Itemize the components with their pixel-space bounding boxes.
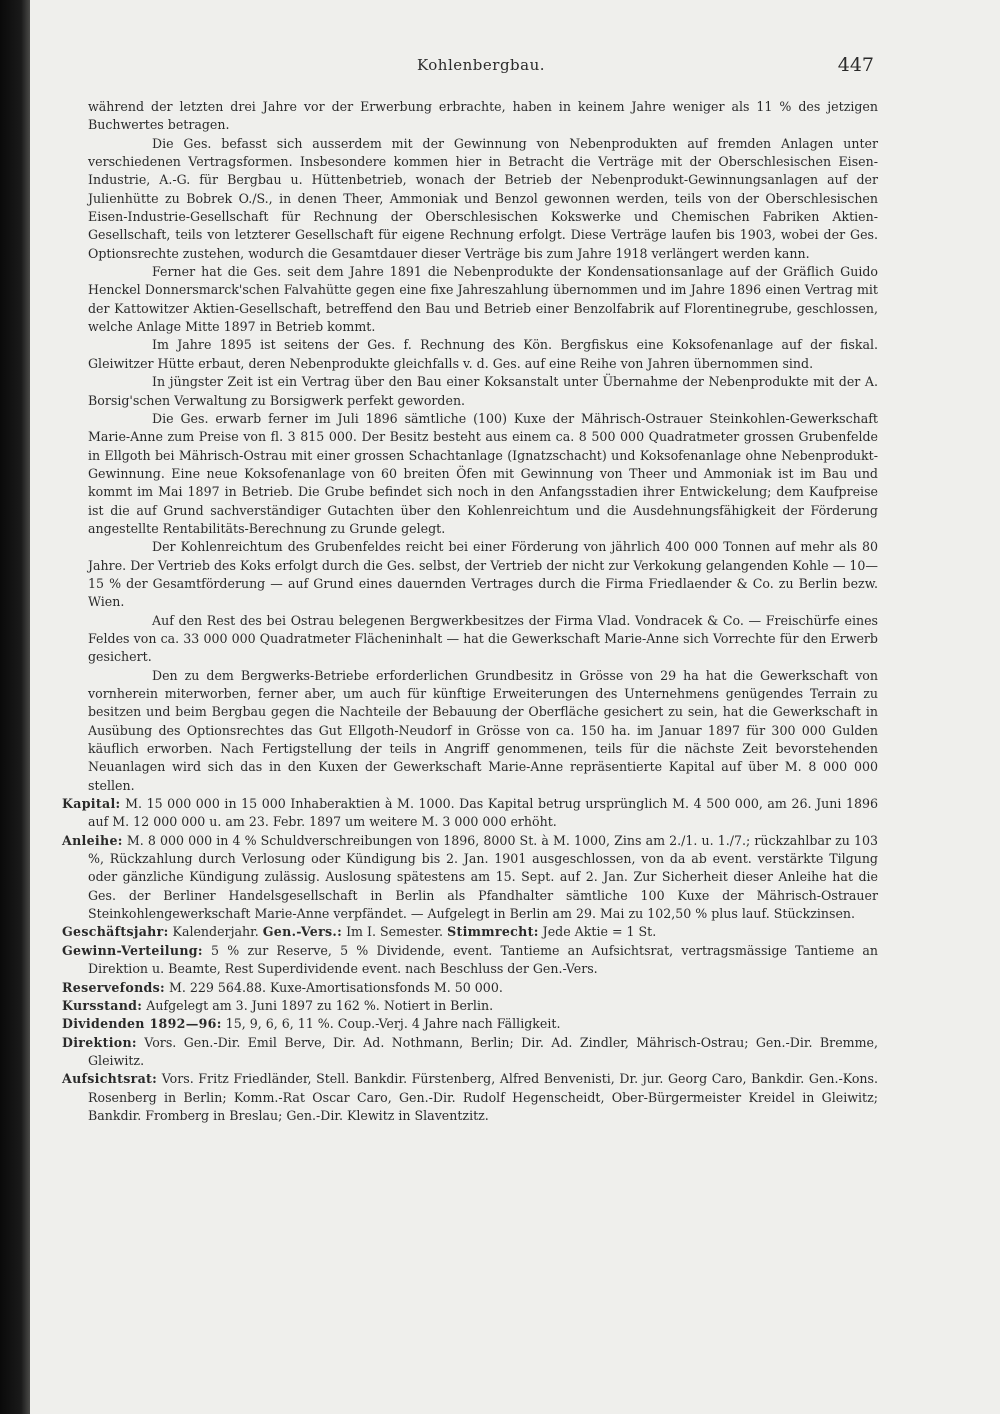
- section-label: Kursstand:: [62, 997, 143, 1013]
- body-paragraph: Auf den Rest des bei Ostrau belegenen Bergwerkbesitzes der Firma Vlad. Vondracek & Co. — Freischürfe eines Feldes von ca. 33 000 000 Quadratmeter Flächeninhalt — hat die Gewerkschaft Marie-Anne sich Vorrechte für den Erwerb gesichert.: [88, 612, 878, 665]
- company-description: [62, 98, 878, 795]
- section-label: Reservefonds:: [62, 979, 165, 995]
- section-text: Im I. Semester.: [342, 924, 448, 940]
- body-paragraph: Im Jahre 1895 ist seitens der Ges. f. Rechnung des Kön. Bergfiskus eine Koksofenanlage auf der fiskal. Gleiwitzer Hütte erbaut, deren Nebenprodukte gleichfalls v. d. Ges. auf eine Reihe von Jahren übernommen sind.: [88, 337, 878, 371]
- section-reservefonds: [62, 979, 878, 997]
- section-kursstand: [62, 997, 878, 1015]
- section-label: Dividenden 1892—96:: [62, 1016, 222, 1032]
- section-text: 15, 9, 6, 6, 11 %. Coup.-Verj. 4 Jahre nach Fälligkeit.: [221, 1016, 561, 1032]
- section-label: Direktion:: [62, 1034, 137, 1050]
- section-text: Jede Aktie = 1 St.: [538, 924, 657, 940]
- scan-edge-bar: [0, 0, 30, 1414]
- body-paragraph: während der letzten drei Jahre vor der Erwerbung erbrachte, haben in keinem Jahre weniger als 11 % des jetzigen Buchwertes betragen.: [88, 99, 878, 133]
- section-geschaeftsjahr: [62, 923, 878, 941]
- section-text: Kalenderjahr.: [168, 924, 263, 940]
- section-label: Gewinn-Verteilung:: [62, 942, 203, 958]
- section-anleihe: [62, 832, 878, 924]
- section-text: M. 229 564.88. Kuxe-Amortisationsfonds M. 50 000.: [164, 979, 503, 995]
- section-label-stimmrecht: Stimmrecht:: [447, 924, 539, 940]
- body-paragraph: Die Ges. erwarb ferner im Juli 1896 sämtliche (100) Kuxe der Mährisch-Ostrauer Steinkohlen-Gewerkschaft Marie-Anne zum Preise von fl. 3 815 000. Der Besitz besteht aus einem ca. 8 500 000 Quadratmeter grossen Grubenfelde in Ellgoth bei Mährisch-Ostrau mit einer grossen Schachtanlage (Ignatzschacht) und Koksofenanlage ohne Nebenprodukt-Gewinnung. Eine neue Koksofenanlage von 60 breiten Öfen mit Gewinnung von Theer und Ammoniak ist im Bau und kommt im Mai 1897 in Betrieb. Die Grube befindet sich noch in den Anfangsstadien ihrer Entwickelung; dem Kaufpreise ist die auf Grund sachverständiger Gutachten über den Kohlenreichtum und die Ausdehnungsfähigkeit der Förderung angestellte Rentabilitäts-Berechnung zu Grunde gelegt.: [88, 410, 878, 536]
- section-gewinn-verteilung: [62, 942, 878, 979]
- page-content: [62, 98, 878, 1125]
- section-label: Kapital:: [62, 796, 121, 812]
- section-label-gen-vers: Gen.-Vers.:: [262, 924, 343, 940]
- body-paragraph: Der Kohlenreichtum des Grubenfeldes reicht bei einer Förderung von jährlich 400 000 Tonnen auf mehr als 80 Jahre. Der Vertrieb des Koks erfolgt durch die Ges. selbst, der Vertrieb der nicht zur Verkokung gelangenden Kohle — 10—15 % der Gesamtförderung — auf Grund eines dauernden Vertrages durch die Firma Friedlaender & Co. zu Berlin bezw. Wien.: [88, 539, 878, 610]
- section-direktion: [62, 1034, 878, 1071]
- section-text: Vors. Fritz Friedländer, Stell. Bankdir. Fürstenberg, Alfred Benvenisti, Dr. jur. Georg Caro, Bankdir. Gen.-Kons. Rosenberg in Berlin; Komm.-Rat Oscar Caro, Gen.-Dir. Rudolf Hegenscheidt, Ober-Bürgermeister Kreidel in Gleiwitz; Bankdir. Fromberg in Breslau; Gen.-Dir. Klewitz in Slaventzitz.: [88, 1071, 878, 1123]
- body-paragraph: Ferner hat die Ges. seit dem Jahre 1891 die Nebenprodukte der Kondensationsanlage auf der Gräflich Guido Henckel Donnersmarck'schen Falvahütte gegen eine fixe Jahreszahlung übernommen und im Jahre 1896 einen Vertrag mit der Kattowitzer Aktien-Gesellschaft, betreffend den Bau und Betrieb einer Benzolfabrik auf Florentinegrube, geschlossen, welche Anlage Mitte 1897 in Betrieb kommt.: [88, 264, 878, 335]
- section-text: 5 % zur Reserve, 5 % Dividende, event. Tantieme an Aufsichtsrat, vertragsmässige Tantieme an Direktion u. Beamte, Rest Superdividende event. nach Beschluss der Gen.-Vers.: [88, 942, 878, 977]
- section-aufsichtsrat: [62, 1070, 878, 1125]
- section-label: Aufsichtsrat:: [62, 1071, 158, 1087]
- body-paragraph: In jüngster Zeit ist ein Vertrag über den Bau einer Koksanstalt unter Übernahme der Nebenprodukte mit der A. Borsig'schen Verwaltung zu Borsigwerk perfekt geworden.: [88, 374, 878, 408]
- section-label: Geschäftsjahr:: [62, 924, 169, 940]
- section-dividenden: [62, 1015, 878, 1033]
- section-text: Aufgelegt am 3. Juni 1897 zu 162 %. Notiert in Berlin.: [142, 997, 494, 1013]
- section-label: Anleihe:: [62, 832, 123, 848]
- body-paragraph: Den zu dem Bergwerks-Betriebe erforderlichen Grundbesitz in Grösse von 29 ha hat die Gewerkschaft von vornherein miterworben, ferner aber, um auch für künftige Erweiterungen des Unternehmens genügendes Terrain zu besitzen und beim Bergbau gegen die Nachteile der Bebauung der Oberfläche gesichert zu sein, hat die Gewerkschaft in Ausübung des Optionsrechtes das Gut Ellgoth-Neudorf in Grösse von ca. 150 ha. im Januar 1897 für 300 000 Gulden käuflich erworben. Nach Fertigstellung der teils in Angriff genommenen, teils für die nächste Zeit bevorstehenden Neuanlagen wird sich das in den Kuxen der Gewerkschaft Marie-Anne repräsentierte Kapital auf über M. 8 000 000 stellen.: [88, 667, 878, 793]
- section-text: Vors. Gen.-Dir. Emil Berve, Dir. Ad. Nothmann, Berlin; Dir. Ad. Zindler, Mährisch-Ostrau; Gen.-Dir. Bremme, Gleiwitz.: [88, 1034, 878, 1068]
- body-paragraph: Die Ges. befasst sich ausserdem mit der Gewinnung von Nebenprodukten auf fremden Anlagen unter verschiedenen Vertragsformen. Insbesondere kommen hier in Betracht die Verträge mit der Oberschlesischen Eisen-Industrie, A.-G. für Bergbau u. Hüttenbetrieb, wonach der Betrieb der Nebenprodukt-Gewinnungsanlagen auf der Julienhütte zu Bobrek O./S., in denen Theer, Ammoniak und Benzol gewonnen werden, teils von der Oberschlesischen Eisen-Industrie-Gesellschaft für Rechnung der Oberschlesischen Kokswerke und Chemischen Fabriken Aktien-Gesellschaft, teils von letzterer Gesellschaft für eigene Rechnung erfolgt. Diese Verträge laufen bis 1903, wobei der Ges. Optionsrechte zustehen, wodurch die Gesamtdauer dieser Verträge bis zum Jahre 1918 verlängert werden kann.: [88, 135, 878, 261]
- section-kapital: [62, 795, 878, 832]
- section-text: M. 15 000 000 in 15 000 Inhaberaktien à M. 1000. Das Kapital betrug ursprünglich M. 4 500 000, am 26. Juni 1896 auf M. 12 000 000 u. am 23. Febr. 1897 um weitere M. 3 000 000 erhöht.: [88, 796, 878, 830]
- page-header: [88, 56, 874, 80]
- running-title: Kohlenbergbau.: [416, 56, 546, 74]
- page-number: 447: [837, 54, 874, 76]
- section-text: M. 8 000 000 in 4 % Schuldverschreibungen von 1896, 8000 St. à M. 1000, Zins am 2./1. u. 1./7.; rückzahlbar zu 103 %, Rückzahlung durch Verlosung oder Kündigung bis 2. Jan. 1901 ausgeschlossen, von da ab event. verstärkte Tilgung oder gänzliche Kündigung zulässig. Auslosung spätestens am 15. Sept. auf 2. Jan. Zur Sicherheit dieser Anleihe hat die Ges. der Berliner Handelsgesellschaft in Berlin als Pfandhalter sämtliche 100 Kuxe der Mährisch-Ostrauer Steinkohlengewerkschaft Marie-Anne verpfändet. — Aufgelegt in Berlin am 29. Mai zu 102,50 % plus lauf. Stückzinsen.: [88, 832, 878, 922]
